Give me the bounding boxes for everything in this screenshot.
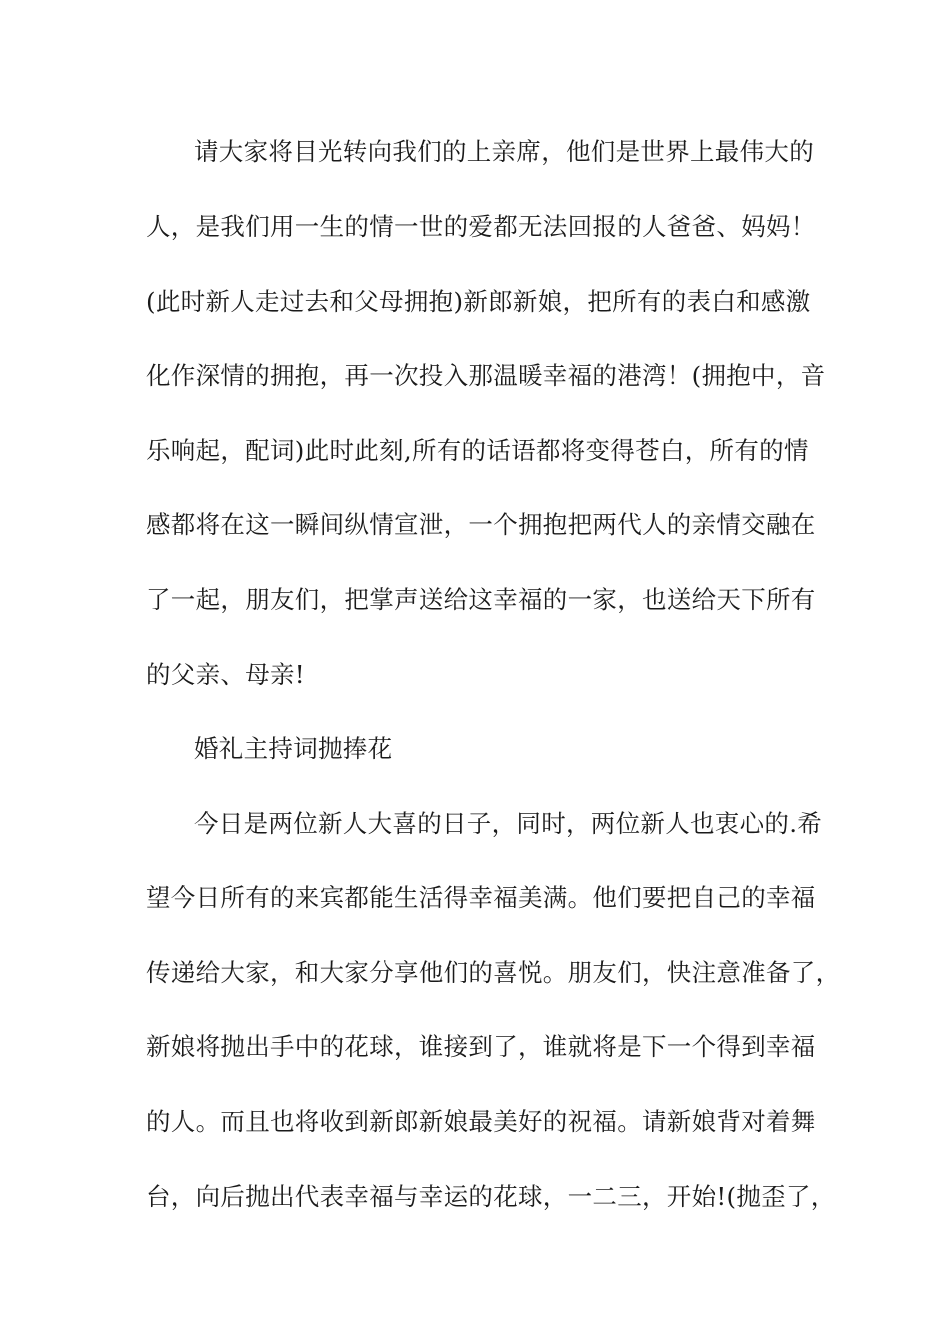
paragraph-line: 感都将在这一瞬间纵情宣泄，一个拥抱把两代人的亲情交融在 <box>146 510 816 539</box>
paragraph-line: 请大家将目光转向我们的上亲席，他们是世界上最伟大的 <box>194 137 814 166</box>
section-heading: 婚礼主持词抛捧花 <box>194 734 393 763</box>
paragraph-line: 新娘将抛出手中的花球，谁接到了，谁就将是下一个得到幸福 <box>146 1032 816 1061</box>
paragraph-line: 望今日所有的来宾都能生活得幸福美满。他们要把自己的幸福 <box>146 883 816 912</box>
paragraph-line: 化作深情的拥抱，再一次投入那温暖幸福的港湾！(拥抱中，音 <box>146 361 826 390</box>
paragraph-line: 人，是我们用一生的情一世的爱都无法回报的人爸爸、妈妈！ <box>146 212 816 241</box>
paragraph-line: 台，向后抛出代表幸福与幸运的花球，一二三，开始!(抛歪了， <box>146 1182 836 1211</box>
paragraph-line: 了一起，朋友们，把掌声送给这幸福的一家，也送给天下所有 <box>146 585 816 614</box>
paragraph-line: 的父亲、母亲! <box>146 660 305 689</box>
paragraph-line: 的人。而且也将收到新郎新娘最美好的祝福。请新娘背对着舞 <box>146 1107 816 1136</box>
paragraph-line: 传递给大家，和大家分享他们的喜悦。朋友们，快注意准备了， <box>146 958 841 987</box>
paragraph-line: (此时新人走过去和父母拥抱)新郎新娘，把所有的表白和感激 <box>146 287 811 316</box>
paragraph-line: 今日是两位新人大喜的日子，同时，两位新人也衷心的.希 <box>194 809 823 838</box>
paragraph-line: 乐响起，配词)此时此刻,所有的话语都将变得苍白，所有的情 <box>146 436 809 465</box>
